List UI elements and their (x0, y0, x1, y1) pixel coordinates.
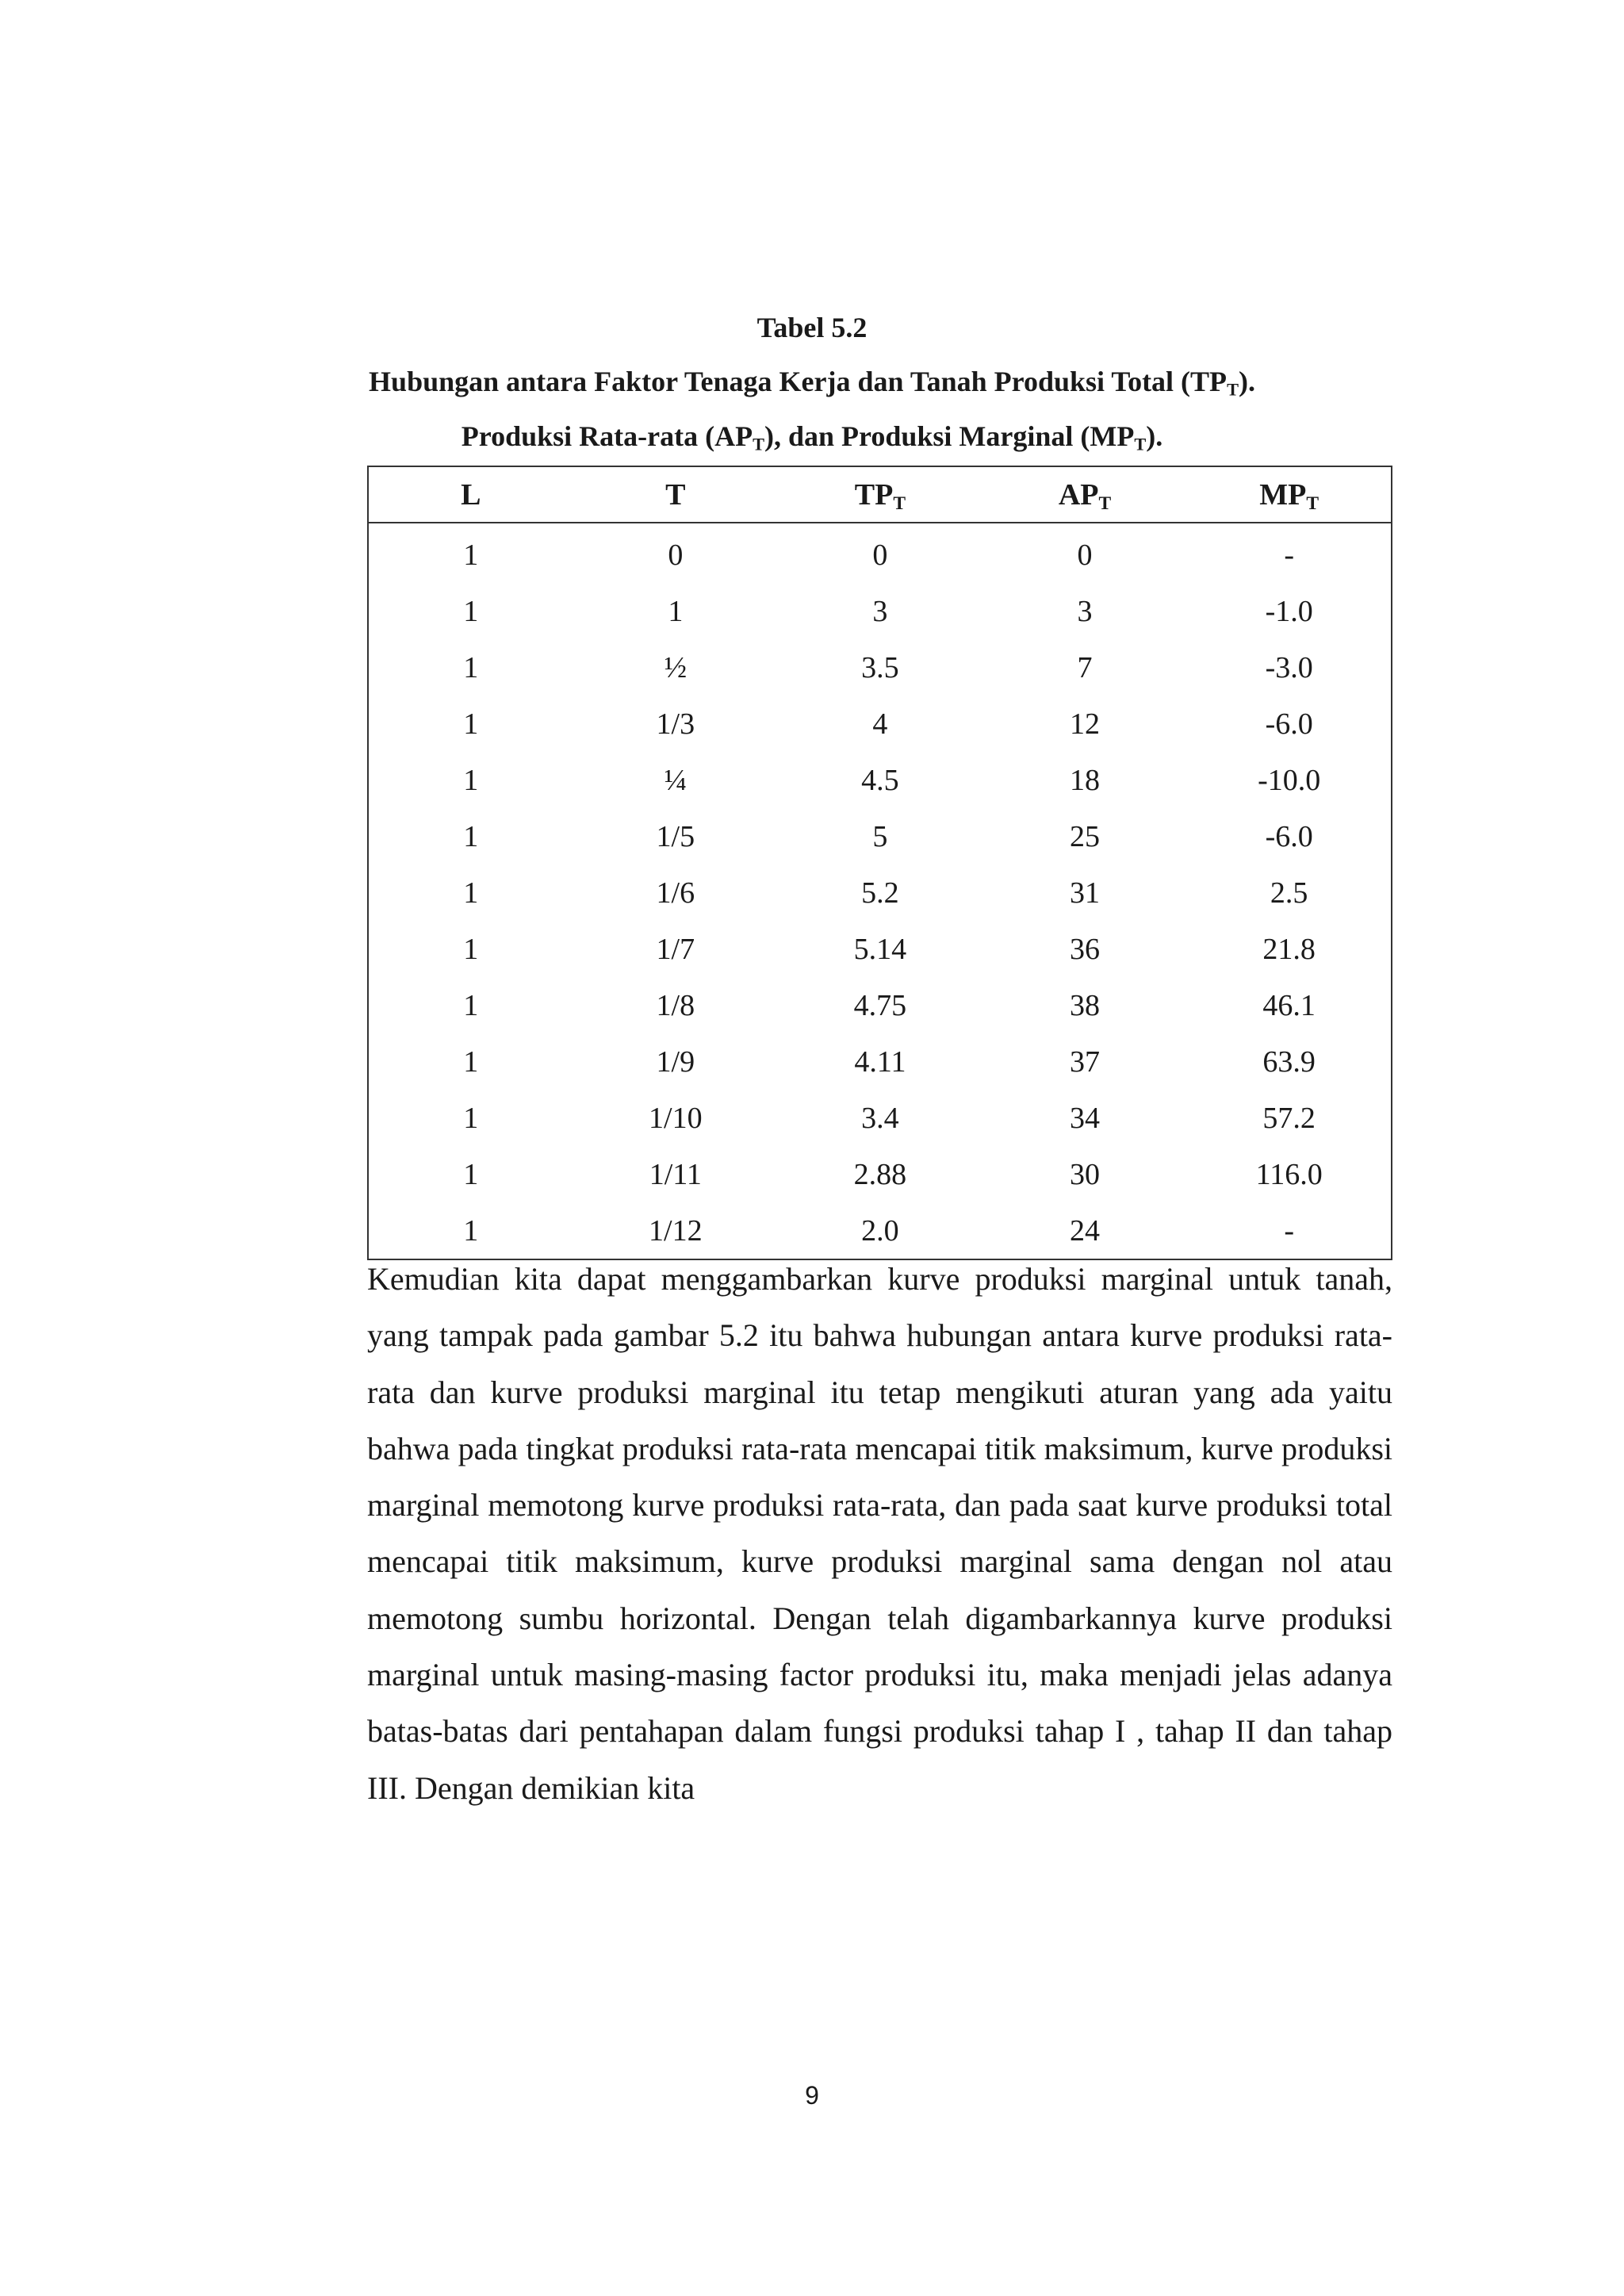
table-cell: 1 (463, 763, 479, 797)
header-l (368, 466, 573, 523)
header-tp-text: TP (854, 477, 894, 512)
table-cell: 1/11 (649, 1157, 702, 1191)
body-paragraph: Kemudian kita dapat menggambarkan kurve produksi marginal untuk tanah, yang tampak pada gambar 5.2 itu bahwa hubungan antara kurve produksi rata-rata dan kurve produksi marginal itu tetap mengikuti aturan yang ada yaitu bahwa pada tingkat produksi rata-rata mencapai titik maksimum, kurve produksi marginal memotong kurve produksi rata-rata, dan pada saat kurve produksi total mencapai titik maksimum, kurve produksi marginal sama dengan nol atau memotong sumbu horizontal. Dengan telah digambarkannya kurve produksi marginal untuk masing-masing factor produksi itu, maka menjadi jelas adanya batas-batas dari pentahapan dalam fungsi produksi tahap I , tahap II dan tahap III. Dengan demikian kita (367, 1261, 1392, 1806)
table-cell: 1 (463, 1045, 479, 1079)
header-mp-text: MP (1259, 477, 1307, 512)
header-tp-subscript: T (893, 493, 906, 514)
caption-line-2-subscript-a: T (753, 434, 764, 454)
table-cell: 31 (1070, 876, 1101, 910)
header-t (573, 466, 779, 523)
table-cell: 1/7 (656, 932, 695, 966)
table-cell: -6.0 (1265, 819, 1313, 853)
table-row (368, 752, 1392, 808)
caption-line-2-text-a: Produksi Rata-rata (AP (461, 420, 753, 452)
header-ap-text: AP (1058, 477, 1099, 512)
table-cell: -3.0 (1265, 650, 1313, 684)
table-cell: 37 (1070, 1045, 1101, 1079)
table-row (368, 696, 1392, 752)
caption-line-1-subscript: T (1227, 379, 1239, 400)
table-row (368, 1146, 1392, 1202)
table-cell: 1 (463, 1101, 479, 1135)
table-cell: 24 (1070, 1213, 1101, 1248)
table-cell: 1 (463, 1213, 479, 1248)
table-row (368, 1090, 1392, 1146)
table-caption-line-1 (0, 366, 1624, 400)
table-cell: 5.2 (861, 876, 899, 910)
table-cell: 36 (1070, 932, 1101, 966)
table-row (368, 523, 1392, 583)
table-cell: ¼ (664, 763, 688, 797)
header-ap (982, 466, 1188, 523)
table-cell: 1/12 (649, 1213, 703, 1248)
table-cell: 34 (1070, 1101, 1101, 1135)
table-cell: 18 (1070, 763, 1101, 797)
table-cell: 2.88 (853, 1157, 907, 1191)
page-number: 9 (805, 2081, 819, 2110)
table-cell: 3.4 (861, 1101, 899, 1135)
table-cell: 5.14 (853, 932, 907, 966)
header-ap-subscript: T (1098, 493, 1112, 514)
table-row (368, 583, 1392, 639)
table-cell: 4.11 (854, 1045, 906, 1079)
caption-line-2-text-b: ), dan Produksi Marginal (MP (764, 420, 1135, 452)
table-number: Tabel 5.2 (756, 312, 868, 343)
table-row (368, 864, 1392, 921)
header-tp (778, 466, 982, 523)
table-cell: - (1284, 1213, 1294, 1248)
table-cell: 4.75 (853, 988, 907, 1022)
table-cell: 1/8 (656, 988, 695, 1022)
table-cell: 63.9 (1262, 1045, 1316, 1079)
table-cell: 21.8 (1262, 932, 1316, 966)
table-cell: 7 (1077, 650, 1093, 684)
caption-line-1-text: Hubungan antara Faktor Tenaga Kerja dan Tanah Produksi Total (TP (369, 366, 1228, 397)
table-cell: 1 (463, 988, 479, 1022)
table-cell: 1 (463, 1157, 479, 1191)
table-cell: 46.1 (1262, 988, 1316, 1022)
table-cell: 38 (1070, 988, 1101, 1022)
header-l-text: L (461, 477, 481, 512)
table-cell: 25 (1070, 819, 1101, 853)
table-cell: 30 (1070, 1157, 1101, 1191)
caption-line-2-end: ). (1146, 420, 1163, 452)
table-cell: 1 (463, 650, 479, 684)
table-cell: 2.0 (861, 1213, 899, 1248)
table-cell: 3 (1077, 594, 1093, 628)
table-cell: 0 (1077, 538, 1093, 572)
table-cell: 116.0 (1255, 1157, 1323, 1191)
table-cell: 1/6 (656, 876, 695, 910)
table-cell: 1 (463, 876, 479, 910)
table-cell: - (1284, 538, 1294, 572)
table-cell: 57.2 (1262, 1101, 1316, 1135)
table-cell: 2.5 (1270, 876, 1308, 910)
table-cell: 3 (872, 594, 888, 628)
table-body (368, 523, 1392, 1259)
table-caption-line-2 (0, 420, 1624, 452)
table-title (0, 312, 1624, 343)
table-cell: 1/9 (656, 1045, 695, 1079)
table-cell: 1 (463, 932, 479, 966)
table-row (368, 1033, 1392, 1090)
table-cell: 12 (1070, 707, 1101, 741)
table-cell: 1/3 (656, 707, 695, 741)
table-cell: ½ (664, 650, 688, 684)
table-cell: 4.5 (861, 763, 899, 797)
table-cell: 5 (872, 819, 888, 853)
table-cell: 3.5 (861, 650, 899, 684)
table-row (368, 808, 1392, 864)
table-row (368, 921, 1392, 977)
table-cell: -1.0 (1265, 594, 1313, 628)
production-table (367, 466, 1392, 1260)
table-cell: 0 (668, 538, 684, 572)
header-t-text: T (665, 477, 686, 512)
table-row (368, 639, 1392, 696)
table-cell: -10.0 (1258, 763, 1321, 797)
table-cell: 1 (668, 594, 684, 628)
table-cell: 1 (463, 707, 479, 741)
caption-line-2-subscript-b: T (1134, 434, 1147, 454)
header-mp (1187, 466, 1392, 523)
table-cell: 1 (463, 594, 479, 628)
caption-line-1-end: ). (1238, 366, 1255, 397)
table-cell: 4 (872, 707, 888, 741)
table-cell: 1/5 (656, 819, 695, 853)
table-header-row (368, 466, 1392, 523)
table-cell: 1/10 (649, 1101, 703, 1135)
table-cell: -6.0 (1265, 707, 1313, 741)
table-row (368, 977, 1392, 1033)
header-mp-subscript: T (1306, 493, 1320, 514)
table-cell: 1 (463, 538, 479, 572)
table-cell: 0 (872, 538, 888, 572)
table-cell: 1 (463, 819, 479, 853)
